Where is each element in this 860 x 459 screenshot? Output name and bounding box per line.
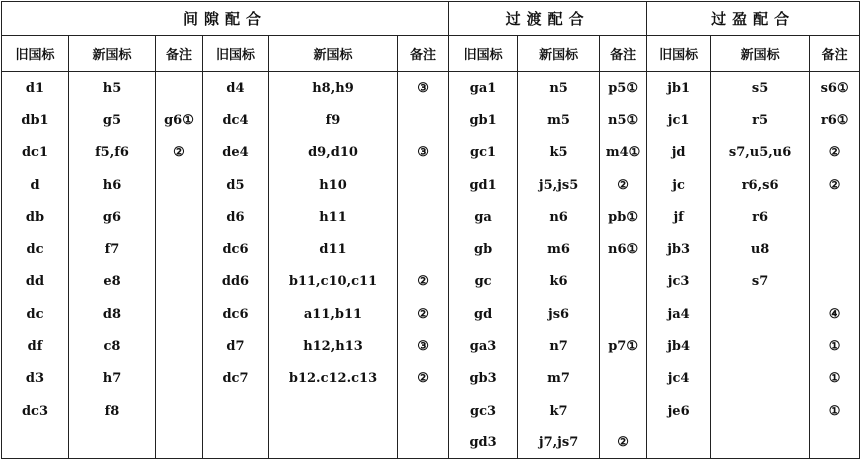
table-cell: n6	[518, 201, 600, 233]
table-cell	[156, 330, 203, 362]
table-cell: ②	[398, 298, 449, 330]
column-header-row	[2, 36, 860, 72]
table-cell: h6	[69, 169, 156, 201]
table-cell: ga	[449, 201, 518, 233]
table-cell	[810, 233, 860, 265]
table-cell: ②	[156, 137, 203, 169]
table-cell: ②	[810, 169, 860, 201]
table-row	[2, 137, 860, 169]
table-cell: gd3	[449, 427, 518, 459]
table-cell: dc3	[2, 395, 69, 427]
table-row	[2, 266, 860, 298]
table-cell: d5	[203, 169, 269, 201]
table-cell: p5①	[600, 72, 647, 105]
column-header: 备注	[398, 36, 449, 72]
table-cell: m4①	[600, 137, 647, 169]
table-cell: n7	[518, 330, 600, 362]
table-cell: ga1	[449, 72, 518, 105]
table-cell: dc6	[203, 233, 269, 265]
table-cell	[156, 427, 203, 459]
table-cell: gd	[449, 298, 518, 330]
table-cell	[156, 395, 203, 427]
table-cell: f7	[69, 233, 156, 265]
table-cell: dc	[2, 298, 69, 330]
table-cell: d3	[2, 363, 69, 395]
table-cell: ja4	[647, 298, 711, 330]
table-cell: d1	[2, 72, 69, 105]
table-cell: ga3	[449, 330, 518, 362]
table-cell: d8	[69, 298, 156, 330]
table-cell: jf	[647, 201, 711, 233]
group-clearance-fit: 间隙配合	[2, 2, 449, 36]
column-header: 备注	[156, 36, 203, 72]
table-row	[2, 169, 860, 201]
table-cell: r6	[711, 201, 810, 233]
table-cell: gb	[449, 233, 518, 265]
table-cell: r5	[711, 104, 810, 136]
table-cell: d11	[269, 233, 398, 265]
table-cell	[600, 395, 647, 427]
table-cell	[156, 266, 203, 298]
table-cell: h11	[269, 201, 398, 233]
column-header: 备注	[810, 36, 860, 72]
table-cell	[711, 298, 810, 330]
table-cell: jd	[647, 137, 711, 169]
table-cell	[711, 395, 810, 427]
table-cell	[156, 233, 203, 265]
table-cell: gd1	[449, 169, 518, 201]
table-cell	[398, 395, 449, 427]
table-cell: n5①	[600, 104, 647, 136]
table-cell: d	[2, 169, 69, 201]
table-cell	[398, 201, 449, 233]
table-cell: m6	[518, 233, 600, 265]
table-cell: d9,d10	[269, 137, 398, 169]
table-cell: ④	[810, 298, 860, 330]
table-cell: ②	[398, 266, 449, 298]
table-cell: p7①	[600, 330, 647, 362]
table-cell: g6	[69, 201, 156, 233]
table-cell: jc1	[647, 104, 711, 136]
table-cell: m5	[518, 104, 600, 136]
table-cell: f5,f6	[69, 137, 156, 169]
table-cell: g5	[69, 104, 156, 136]
table-cell	[156, 363, 203, 395]
table-cell: f9	[269, 104, 398, 136]
column-header: 旧国标	[203, 36, 269, 72]
table-cell: d7	[203, 330, 269, 362]
table-cell: jc3	[647, 266, 711, 298]
table-cell: gc3	[449, 395, 518, 427]
table-cell	[2, 427, 69, 459]
table-cell: je6	[647, 395, 711, 427]
table-cell: dc7	[203, 363, 269, 395]
table-cell: s7,u5,u6	[711, 137, 810, 169]
table-cell: j7,js7	[518, 427, 600, 459]
table-cell: ①	[810, 395, 860, 427]
table-cell: b12.c12.c13	[269, 363, 398, 395]
table-cell	[69, 427, 156, 459]
table-cell: dc	[2, 233, 69, 265]
table-cell: db1	[2, 104, 69, 136]
table-cell: s7	[711, 266, 810, 298]
table-cell: n6①	[600, 233, 647, 265]
table-cell: ③	[398, 330, 449, 362]
table-cell: gc1	[449, 137, 518, 169]
table-cell	[269, 395, 398, 427]
column-header: 旧国标	[2, 36, 69, 72]
group-transition-fit: 过渡配合	[449, 2, 647, 36]
table-cell	[810, 427, 860, 459]
table-cell: jc4	[647, 363, 711, 395]
table-cell: k7	[518, 395, 600, 427]
table-cell: ②	[600, 169, 647, 201]
table-cell: df	[2, 330, 69, 362]
table-cell: js6	[518, 298, 600, 330]
table-cell: h5	[69, 72, 156, 105]
table-cell: dc1	[2, 137, 69, 169]
table-cell: h10	[269, 169, 398, 201]
table-cell	[398, 169, 449, 201]
table-cell: s5	[711, 72, 810, 105]
table-cell: dc6	[203, 298, 269, 330]
table-cell: jc	[647, 169, 711, 201]
fit-conversion-table	[1, 1, 860, 459]
table-cell	[269, 427, 398, 459]
table-row	[2, 298, 860, 330]
table-cell: ②	[810, 137, 860, 169]
table-cell	[600, 363, 647, 395]
table-cell: dc4	[203, 104, 269, 136]
table-cell: h7	[69, 363, 156, 395]
table-cell	[203, 427, 269, 459]
table-cell: de4	[203, 137, 269, 169]
table-body	[2, 72, 860, 459]
table-cell	[647, 427, 711, 459]
table-row	[2, 427, 860, 459]
table-cell: ②	[600, 427, 647, 459]
table-cell: ①	[810, 330, 860, 362]
table-row	[2, 72, 860, 105]
table-cell: k6	[518, 266, 600, 298]
table-cell: ②	[398, 363, 449, 395]
column-header: 旧国标	[647, 36, 711, 72]
table-cell: jb1	[647, 72, 711, 105]
table-cell: r6,s6	[711, 169, 810, 201]
table-cell: gb3	[449, 363, 518, 395]
column-header: 新国标	[69, 36, 156, 72]
column-header: 新国标	[269, 36, 398, 72]
table-cell: h8,h9	[269, 72, 398, 105]
table-row	[2, 201, 860, 233]
table-cell: d4	[203, 72, 269, 105]
table-cell: a11,b11	[269, 298, 398, 330]
column-header: 新国标	[711, 36, 810, 72]
table-cell: pb①	[600, 201, 647, 233]
table-cell: jb4	[647, 330, 711, 362]
table-cell	[810, 266, 860, 298]
table-cell	[156, 169, 203, 201]
table-cell: u8	[711, 233, 810, 265]
group-header-row	[2, 2, 860, 36]
table-cell	[600, 266, 647, 298]
table-cell	[600, 298, 647, 330]
table-cell: s6①	[810, 72, 860, 105]
table-cell	[810, 201, 860, 233]
table-row	[2, 363, 860, 395]
table-row	[2, 330, 860, 362]
table-cell	[711, 427, 810, 459]
table-cell: n5	[518, 72, 600, 105]
table-row	[2, 395, 860, 427]
table-cell: gc	[449, 266, 518, 298]
table-cell	[203, 395, 269, 427]
table-cell: jb3	[647, 233, 711, 265]
table-cell	[711, 330, 810, 362]
table-row	[2, 104, 860, 136]
table-cell: m7	[518, 363, 600, 395]
table-cell	[156, 72, 203, 105]
table-cell	[398, 427, 449, 459]
table-cell	[156, 201, 203, 233]
table-cell: gb1	[449, 104, 518, 136]
table-cell: e8	[69, 266, 156, 298]
table-cell: db	[2, 201, 69, 233]
table-cell: f8	[69, 395, 156, 427]
table-cell: d6	[203, 201, 269, 233]
table-cell: dd	[2, 266, 69, 298]
table-cell: r6①	[810, 104, 860, 136]
table-cell: ③	[398, 137, 449, 169]
group-interference-fit: 过盈配合	[647, 2, 860, 36]
table-cell: ③	[398, 72, 449, 105]
table-cell: h12,h13	[269, 330, 398, 362]
table-cell	[398, 104, 449, 136]
table-cell: b11,c10,c11	[269, 266, 398, 298]
table-cell	[711, 363, 810, 395]
column-header: 备注	[600, 36, 647, 72]
table-row	[2, 233, 860, 265]
table-cell	[156, 298, 203, 330]
column-header: 新国标	[518, 36, 600, 72]
table-cell	[398, 233, 449, 265]
table-cell: j5,js5	[518, 169, 600, 201]
table-cell: g6①	[156, 104, 203, 136]
column-header: 旧国标	[449, 36, 518, 72]
table-cell: ①	[810, 363, 860, 395]
table-cell: dd6	[203, 266, 269, 298]
table-cell: k5	[518, 137, 600, 169]
table-cell: c8	[69, 330, 156, 362]
